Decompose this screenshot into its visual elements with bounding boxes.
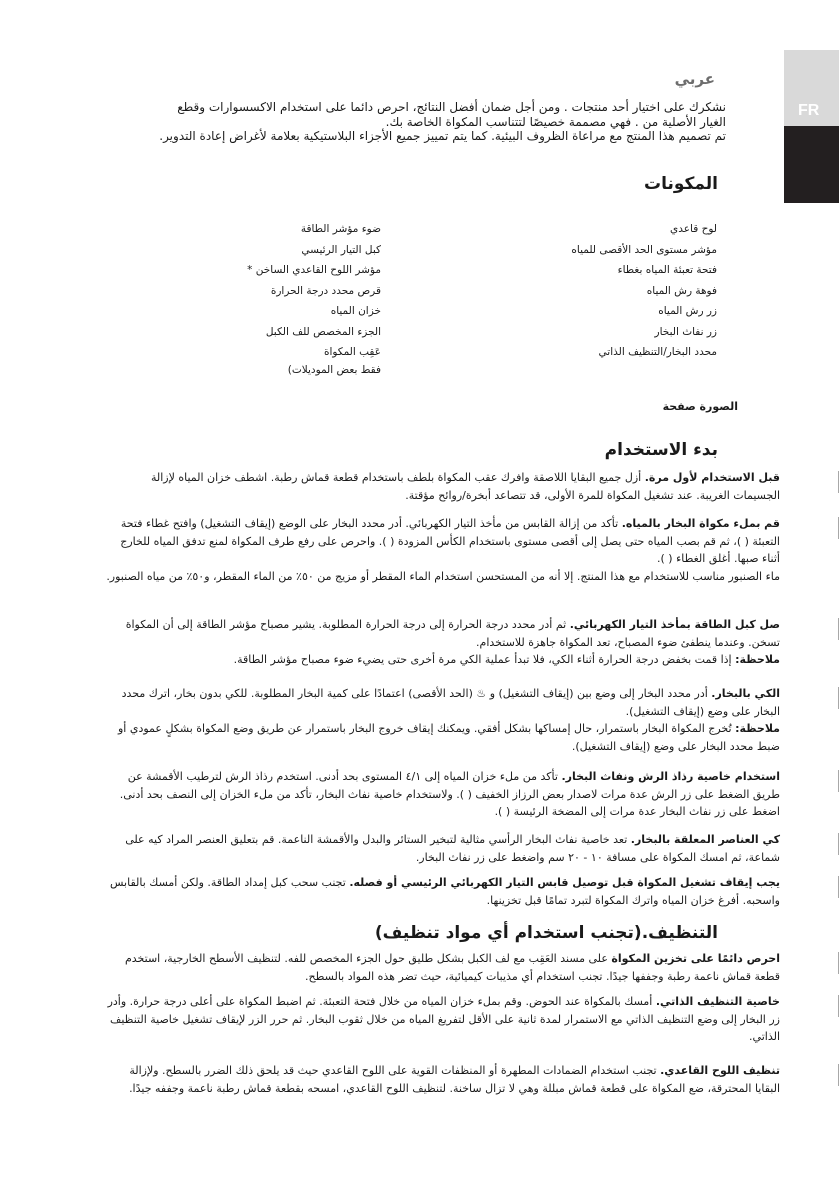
usage-item: [106, 768, 780, 821]
item-text: تأكد من ملء خزان المياه إلى ٤/١ المستوى بحد أدنى. استخدم رذاذ الرش لترطيب الأقمشة عن طريق الضغط على زر الرش عدة مرات لاصدار بعض الرزاز الخفيف ( ). ولاستخدام خاصية نفاث البخار، تأكد من ملء الخزان إلى النصف بحد أدنى. اضغط على زر نفاث البخار عدة مرات إلى المضخة الرئيسة ( ).: [119, 770, 780, 818]
intro-line: تم تصميم هذا المنتج مع مراعاة الظروف البيئية. كما يتم تمييز جميع الأجزاء البلاستيكية بعلامة لأغراض إعادة التدوير.: [159, 129, 726, 143]
item-heading: يجب إيقاف تشغيل المكواة قبل توصيل قابس التيار الكهربائي الرئيسي أو فصله.: [349, 876, 780, 889]
usage-item: [106, 469, 780, 504]
component-item: الجزء المخصص للف الكبل: [265, 325, 381, 338]
figure-reference: الصورة صفحة: [662, 400, 738, 413]
component-item: ضوء مؤشر الطاقة: [300, 223, 381, 235]
item-heading: قبل الاستخدام لأول مرة.: [644, 471, 780, 484]
item-text: أدر محدد البخار إلى وضع بين (إيقاف التشغيل) و ♨ (الحد الأقصى) اعتمادًا على كمية البخار المطلوبة. للكي بدون بخار، اترك محدد البخار على وضع (إيقاف التشغيل).: [121, 687, 780, 718]
item-heading: صل كبل الطاقة بمأخذ التيار الكهربائي.: [569, 618, 780, 631]
note-label: ملاحظة:: [735, 722, 780, 735]
component-item: مؤشر مستوى الحد الأقصى للمياه: [571, 243, 717, 256]
item-text: ثم أدر محدد درجة الحرارة إلى درجة الحرارة المطلوبة. يشير مصباح مؤشر الطاقة إلى أن المكواة تسخن. وعندما ينطفئ ضوء المصباح، تعد المكواة جاهزة للاستخدام.: [125, 618, 780, 649]
components-title: المكونات: [643, 174, 718, 194]
item-heading: استخدام خاصية رذاذ الرش ونفاث البخار.: [561, 770, 780, 783]
cleaning-title: التنظيف.(تجنب استخدام أي مواد تنظيف): [374, 923, 718, 943]
item-text: تجنب سحب كبل إمداد الطاقة. ولكن أمسك بالقابس واسحبه. أفرغ خزان المياه واترك المكواة لتبرد تمامًا قبل تخزينها.: [110, 876, 780, 907]
component-item: فتحة تعبئة المياه بغطاء: [617, 264, 717, 276]
item-heading: قم بملء مكواة البخار بالمياه.: [621, 517, 780, 530]
usage-item: [106, 831, 780, 866]
note-text: تُخرج المكواة البخار باستمرار، حال إمساكها بشكل أفقي. ويمكنك إيقاف خروج البخار باستمرار عن طريق وضع المكواة بشكلٍ عمودي أو ضبط محدد البخار على وضع (إيقاف التشغيل).: [118, 722, 780, 753]
intro-paragraph: [106, 100, 726, 144]
component-item: زر رش المياه: [658, 305, 717, 317]
usage-item: [106, 874, 780, 909]
usage-title: بدء الاستخدام: [604, 440, 718, 460]
component-item: عَقِب المكواة: [323, 346, 381, 358]
item-text: تأكد من إزالة القابس من مأخذ التيار الكهربائي. أدر محدد البخار على الوضع (إيقاف التشغيل) وافتح غطاء فتحة التعبئة ( )، ثم قم بصب المياه حتى يصل إلى أقصى مستوى باستخدام الكأس المزودة ( ). واحرص على رفع طرف المكواة لمنع تدفق المياه للخارج أثناء صبها. أغلق الغطاء ( ).: [120, 517, 780, 565]
item-text: تجنب استخدام الضمادات المطهرة أو المنظفات القوية على اللوح القاعدي حيث قد يلحق ذلك الضرر بالسطح. ولإزالة البقايا المحترقة، ضع المكواة على قطعة قماش مبللة وهي لا تزال ساخنة. لتنظيف اللوح القاعدي، امسحه بقطعة قماش رطبة ناعمة وجففه جيدًا.: [129, 1064, 780, 1095]
cleaning-item: [106, 950, 780, 985]
language-tab-label: FR: [798, 102, 820, 119]
intro-line: الغيار الأصلية من . فهي مصممة خصيصًا لتتناسب المكواة الخاصة بك.: [385, 114, 726, 129]
intro-line: نشكرك على اختيار أحد منتجات . ومن أجل ضمان أفضل النتائج، احرص دائما على استخدام الاكسسوارات وقطع: [177, 100, 726, 114]
note-label: ملاحظة:: [735, 653, 780, 666]
component-item: فوهة رش المياه: [646, 284, 717, 297]
component-item: محدد البخار/التنظيف الذاتي: [598, 346, 717, 358]
component-item: مؤشر اللوح القاعدي الساخن *: [247, 264, 381, 276]
item-text: على مسند العَقِب مع لف الكبل بشكل طليق حول الجزء المخصص للفه. لتنظيف الأسطح الخارجية، استخدم قطعة قماش ناعمة رطبة وجففها جيدًا. تجنب استخدام أي مذيبات كيميائية، حيث تضر هذه المواد بالسطح.: [124, 952, 780, 983]
components-list-1: [397, 219, 717, 363]
item-heading: خاصية التنظيف الذاتي.: [655, 995, 780, 1008]
item-heading: كي العناصر المعلقة بالبخار.: [630, 833, 780, 846]
usage-item: [106, 685, 780, 755]
usage-item: [106, 515, 780, 585]
item-heading: الكي بالبخار.: [711, 687, 780, 700]
item-heading: احرص دائمًا على تخزين المكواة: [611, 952, 780, 965]
component-item: قرص محدد درجة الحرارة: [270, 284, 381, 297]
language-tab-marker: [784, 126, 839, 203]
component-item: زر نفاث البخار: [654, 325, 717, 338]
item-text: أمسك بالمكواة عند الحوض. وقم بملء خزان المياه من خلال فتحة التعبئة. ثم اضبط المكواة على أعلى درجة حرارة. وأدر زر البخار إلى وضع التنظيف الذاتي مع الاستمرار لمدة ثانية على الأقل لتفريغ المياه من خلال ثقوب البخار. ثم حرر الزر لإيقاف تشغيل خاصية التنظيف الذاتي.: [107, 995, 780, 1043]
component-item: خزان المياه: [330, 305, 381, 317]
models-note: فقط بعض الموديلات): [287, 364, 381, 376]
component-item: كبل التيار الرئيسي: [301, 243, 381, 256]
item-text: أزل جميع البقايا اللاصقة وافرك عقب المكواة بلطف باستخدام قطعة قماش رطبة. اشطف خزان المياه لإزالة الجسيمات الغريبة. عند تشغيل المكواة للمرة الأولى، قد تتصاعد أبخرة/روائح مؤقتة.: [150, 471, 780, 502]
components-list-2: [131, 219, 381, 363]
language-heading: عربي: [674, 70, 715, 88]
item-heading: تنظيف اللوح القاعدي.: [660, 1064, 780, 1077]
item-text: تعد خاصية نفاث البخار الرأسي مثالية لتبخير الستائر والبدل والأقمشة الناعمة. قم بتعليق العنصر المراد كيه على شماعة، ثم امسك المكواة على مسافة ١٠ - ٢٠ سم واضغط على زر نفاث البخار.: [125, 833, 780, 864]
cleaning-item: [106, 1062, 780, 1097]
cleaning-item: [106, 993, 780, 1046]
item-text-extra: ماء الصنبور مناسب للاستخدام مع هذا المنتج. إلا أنه من المستحسن استخدام الماء المقطر أو مزيج من ٥٠٪ من الماء المقطر، و٥٠٪ من مياه الصنبور.: [106, 569, 780, 583]
usage-item: [106, 616, 780, 669]
note-text: إذا قمت بخفض درجة الحرارة أثناء الكي، فلا تبدأ عملية الكي مرة أخرى حتى يضيء ضوء مصباح مؤشر الطاقة.: [233, 653, 736, 666]
component-item: لوح قاعدي: [670, 223, 717, 235]
